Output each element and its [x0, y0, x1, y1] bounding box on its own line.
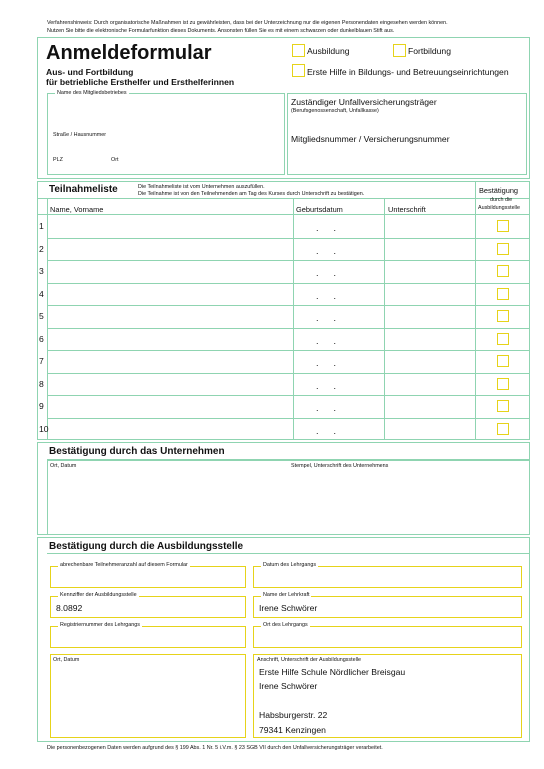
participant-name-field[interactable]: [48, 395, 293, 418]
birthdate-field[interactable]: . .: [316, 291, 337, 301]
company-place-date-label: Ort, Datum: [50, 463, 77, 469]
confirm-checkbox[interactable]: [497, 243, 509, 255]
confirm-checkbox[interactable]: [497, 378, 509, 390]
plz-label: PLZ: [53, 157, 63, 163]
teacher-value: Irene Schwörer: [259, 603, 318, 613]
address-line-4: 79341 Kenzingen: [259, 725, 326, 735]
list-note-1: Die Teilnahmeliste ist vom Unternehmen auszufüllen.: [138, 184, 265, 190]
checkbox-fortbildung[interactable]: [393, 44, 406, 57]
row-number: 1: [39, 221, 44, 231]
participant-name-field[interactable]: [48, 373, 293, 396]
address-line-3: Habsburgerstr. 22: [259, 710, 328, 720]
list-note-2: Die Teilnahme ist von den Teilnehmenden am Tag des Kurses durch Unterschrift zu bestätigen.: [138, 191, 365, 197]
registration-label: Registriernummer des Lehrgangs: [60, 622, 140, 628]
confirm-checkbox[interactable]: [497, 220, 509, 232]
label-fortbildung: Fortbildung: [408, 46, 451, 56]
training-place-date-label: Ort, Datum: [53, 657, 80, 663]
signature-field[interactable]: [385, 418, 475, 441]
birthdate-field[interactable]: . .: [316, 426, 337, 436]
training-title: Bestätigung durch die Ausbildungsstelle: [49, 541, 244, 552]
birthdate-field[interactable]: . .: [316, 336, 337, 346]
member-name-label: Name des Mitgliedsbetriebes: [57, 90, 127, 96]
address-line-1: Erste Hilfe Schule Nördlicher Breisgau: [259, 667, 406, 677]
row-number: 4: [39, 289, 44, 299]
row-number: 8: [39, 379, 44, 389]
col-sign-header: Unterschrift: [388, 205, 426, 214]
row-number: 9: [39, 401, 44, 411]
list-title: Teilnahmeliste: [49, 184, 118, 195]
birthdate-field[interactable]: . .: [316, 381, 337, 391]
birthdate-field[interactable]: . .: [316, 246, 337, 256]
birthdate-field[interactable]: . .: [316, 403, 337, 413]
course-date-field[interactable]: [253, 566, 522, 588]
signature-field[interactable]: [385, 395, 475, 418]
company-stamp-label: Stempel, Unterschrift des Unternehmens: [291, 463, 389, 469]
participant-name-field[interactable]: [48, 418, 293, 441]
company-title: Bestätigung durch das Unternehmen: [49, 446, 225, 457]
confirm-header-1: Bestätigung: [479, 186, 519, 195]
participant-name-field[interactable]: [48, 215, 293, 238]
label-erste-hilfe: Erste Hilfe in Bildungs- und Betreuungseinrichtungen: [307, 67, 509, 77]
signature-field[interactable]: [385, 350, 475, 373]
teacher-label: Name der Lehrkraft: [263, 592, 310, 598]
registration-field[interactable]: [50, 626, 246, 648]
subtitle-1: Aus- und Fortbildung: [46, 67, 134, 77]
participant-count-label: abrechenbare Teilnehmeranzahl auf diesem Formular: [60, 562, 188, 568]
row-number: 10: [39, 424, 49, 434]
col-birth-header: Geburtsdatum: [296, 205, 343, 214]
ort-label: Ort: [111, 157, 119, 163]
birthdate-field[interactable]: . .: [316, 358, 337, 368]
footer-note: Die personenbezogenen Daten werden aufgrund des § 199 Abs. 1 Nr. 5 i.V.m. § 23 SGB VII durch den Unfallversicherungsträger verarbeitet.: [47, 745, 383, 751]
row-number: 5: [39, 311, 44, 321]
course-place-label: Ort des Lehrgangs: [263, 622, 308, 628]
checkbox-erste-hilfe[interactable]: [292, 64, 305, 77]
label-ausbildung: Ausbildung: [307, 46, 350, 56]
participant-name-field[interactable]: [48, 283, 293, 306]
participant-name-field[interactable]: [48, 260, 293, 283]
participant-name-field[interactable]: [48, 238, 293, 261]
course-place-field[interactable]: [253, 626, 522, 648]
signature-field[interactable]: [385, 328, 475, 351]
address-line-2: Irene Schwörer: [259, 681, 318, 691]
confirm-checkbox[interactable]: [497, 288, 509, 300]
insurer-sub-label: (Berufsgenossenschaft, Unfallkasse): [291, 108, 379, 114]
confirm-checkbox[interactable]: [497, 333, 509, 345]
row-number: 3: [39, 266, 44, 276]
participant-name-field[interactable]: [48, 350, 293, 373]
form-title: Anmeldeformular: [46, 42, 212, 64]
row-number: 7: [39, 356, 44, 366]
signature-field[interactable]: [385, 215, 475, 238]
confirm-header-3: Ausbildungsstelle: [478, 205, 520, 211]
col-name-header: Name, Vorname: [50, 205, 104, 214]
center-code-value: 8.0892: [56, 603, 83, 613]
subtitle-2: für betriebliche Ersthelfer und Ersthelferinnen: [46, 77, 235, 87]
row-number: 2: [39, 244, 44, 254]
course-date-label: Datum des Lehrgangs: [263, 562, 317, 568]
participant-name-field[interactable]: [48, 305, 293, 328]
confirm-checkbox[interactable]: [497, 423, 509, 435]
birthdate-field[interactable]: . .: [316, 313, 337, 323]
participant-name-field[interactable]: [48, 328, 293, 351]
notice-line-1: Verfahrenshinweis: Durch organisatorische Maßnahmen ist zu gewährleisten, dass bei der Unterzeichnung nur die eigenen Personendaten eingesehen werden können.: [47, 20, 448, 26]
notice-line-2: Nutzen Sie bitte die elektronische Formularfunktion dieses Dokuments. Ansonsten füllen Sie es mit einem schwarzen oder dunkelblauen Stift aus.: [47, 28, 395, 34]
training-place-date-field[interactable]: [50, 654, 246, 738]
row-number: 6: [39, 334, 44, 344]
confirm-checkbox[interactable]: [497, 265, 509, 277]
checkbox-ausbildung[interactable]: [292, 44, 305, 57]
confirm-checkbox[interactable]: [497, 310, 509, 322]
company-sign-area[interactable]: [47, 460, 530, 535]
center-code-label: Kennziffer der Ausbildungsstelle: [60, 592, 137, 598]
signature-field[interactable]: [385, 238, 475, 261]
signature-field[interactable]: [385, 305, 475, 328]
signature-field[interactable]: [385, 283, 475, 306]
confirm-checkbox[interactable]: [497, 355, 509, 367]
signature-field[interactable]: [385, 260, 475, 283]
signature-field[interactable]: [385, 373, 475, 396]
address-signature-label: Anschrift, Unterschrift der Ausbildungsstelle: [257, 657, 361, 663]
member-number-label: Mitgliedsnummer / Versicherungsnummer: [291, 134, 450, 144]
participant-count-field[interactable]: [50, 566, 246, 588]
confirm-checkbox[interactable]: [497, 400, 509, 412]
street-label: Straße / Hausnummer: [53, 132, 107, 138]
insurer-label: Zuständiger Unfallversicherungsträger: [291, 97, 437, 107]
birthdate-field[interactable]: . .: [316, 268, 337, 278]
birthdate-field[interactable]: . .: [316, 223, 337, 233]
confirm-header-2: durch die: [490, 197, 513, 203]
